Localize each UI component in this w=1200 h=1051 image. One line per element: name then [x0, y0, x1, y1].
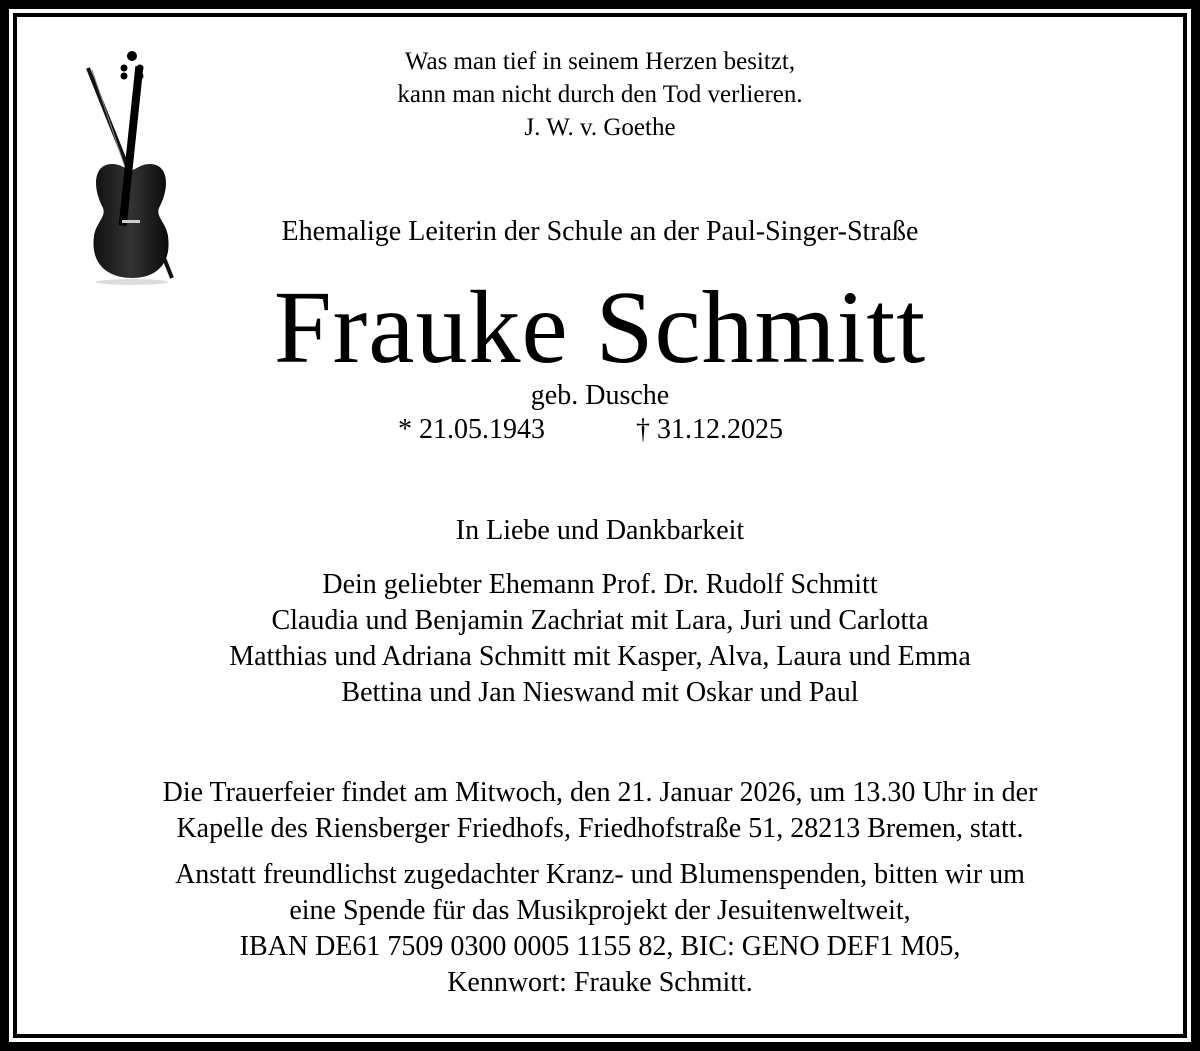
- deceased-name: Frauke Schmitt: [273, 270, 927, 385]
- maiden-name: geb. Dusche: [530, 380, 670, 411]
- ceremony-line: Die Trauerfeier findet am Mitwoch, den 21. Januar 2026, um 13.30 Uhr in der: [162, 777, 1038, 808]
- mourner-line: Dein geliebter Ehemann Prof. Dr. Rudolf Schmitt: [322, 569, 878, 600]
- donation-line: IBAN DE61 7509 0300 0005 1155 82, BIC: GENO DEF1 M05,: [239, 931, 961, 962]
- mourner-line: Claudia und Benjamin Zachriat mit Lara, Juri und Carlotta: [271, 605, 929, 636]
- quote-line: kann man nicht durch den Tod verlieren.: [397, 81, 803, 108]
- quote-line: Was man tief in seinem Herzen besitzt,: [404, 48, 796, 75]
- dedication: In Liebe und Dankbarkeit: [455, 515, 745, 546]
- death-date: † 31.12.2025: [636, 414, 783, 445]
- quote-author: J. W. v. Goethe: [524, 114, 676, 141]
- donation-line: Anstatt freundlichst zugedachter Kranz- und Blumenspenden, bitten wir um: [175, 859, 1025, 890]
- birth-date: * 21.05.1943: [398, 414, 545, 445]
- role: Ehemalige Leiterin der Schule an der Paul-Singer-Straße: [281, 216, 919, 247]
- donation-line: eine Spende für das Musikprojekt der Jesuitenweltweit,: [289, 895, 911, 926]
- ceremony-line: Kapelle des Riensberger Friedhofs, Friedhofstraße 51, 28213 Bremen, statt.: [176, 813, 1024, 844]
- mourner-line: Bettina und Jan Nieswand mit Oskar und Paul: [341, 677, 859, 708]
- mourner-line: Matthias und Adriana Schmitt mit Kasper, Alva, Laura und Emma: [229, 641, 971, 672]
- donation-line: Kennwort: Frauke Schmitt.: [447, 967, 753, 998]
